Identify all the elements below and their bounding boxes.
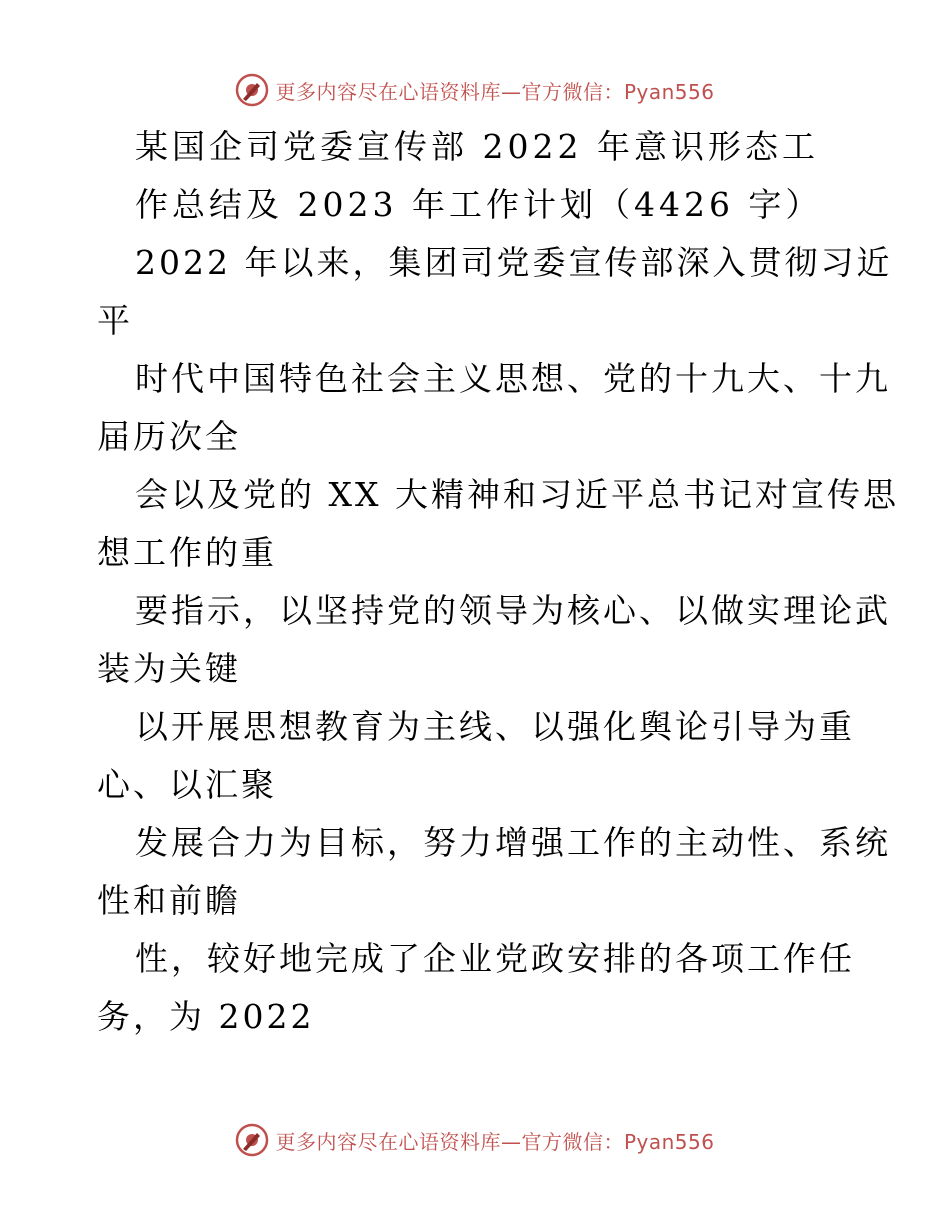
paragraph-line: 性，较好地完成了企业党政安排的各项工作任: [135, 939, 855, 978]
paragraph-line: 想工作的重: [97, 533, 277, 572]
pen-logo-icon: [235, 73, 269, 107]
footer-watermark: [0, 1120, 950, 1160]
watermark-text: 更多内容尽在心语资料库—官方微信：Pyan556: [275, 1129, 715, 1154]
header-watermark: [0, 70, 950, 110]
paragraph-line: 装为关键: [97, 649, 241, 688]
paragraph-line: 发展合力为目标，努力增强工作的主动性、系统: [135, 823, 891, 862]
paragraph-line: 以开展思想教育为主线、以强化舆论引导为重: [135, 707, 855, 746]
paragraph-line: 要指示，以坚持党的领导为核心、以做实理论武: [135, 591, 891, 630]
document-title-line-2: 作总结及 2023 年工作计划（4426 字）: [135, 185, 823, 224]
watermark-text: 更多内容尽在心语资料库—官方微信：Pyan556: [275, 79, 715, 104]
paragraph-line: 会以及党的 XX 大精神和习近平总书记对宣传思: [135, 475, 899, 514]
paragraph-line: 2022 年以来，集团司党委宣传部深入贯彻习近: [135, 243, 893, 282]
paragraph-line: 届历次全: [97, 417, 241, 456]
paragraph-line: 性和前瞻: [97, 881, 241, 920]
paragraph-line: 心、以汇聚: [97, 765, 277, 804]
paragraph-line: 时代中国特色社会主义思想、党的十九大、十九: [135, 359, 891, 398]
paragraph: [97, 234, 899, 1046]
document-title-line-1: 某国企司党委宣传部 2022 年意识形态工: [135, 127, 819, 166]
document-body: [97, 118, 899, 1046]
paragraph-line: 平: [97, 301, 133, 340]
pen-logo-icon: [235, 1123, 269, 1157]
paragraph-line: 务，为 2022: [97, 997, 315, 1036]
